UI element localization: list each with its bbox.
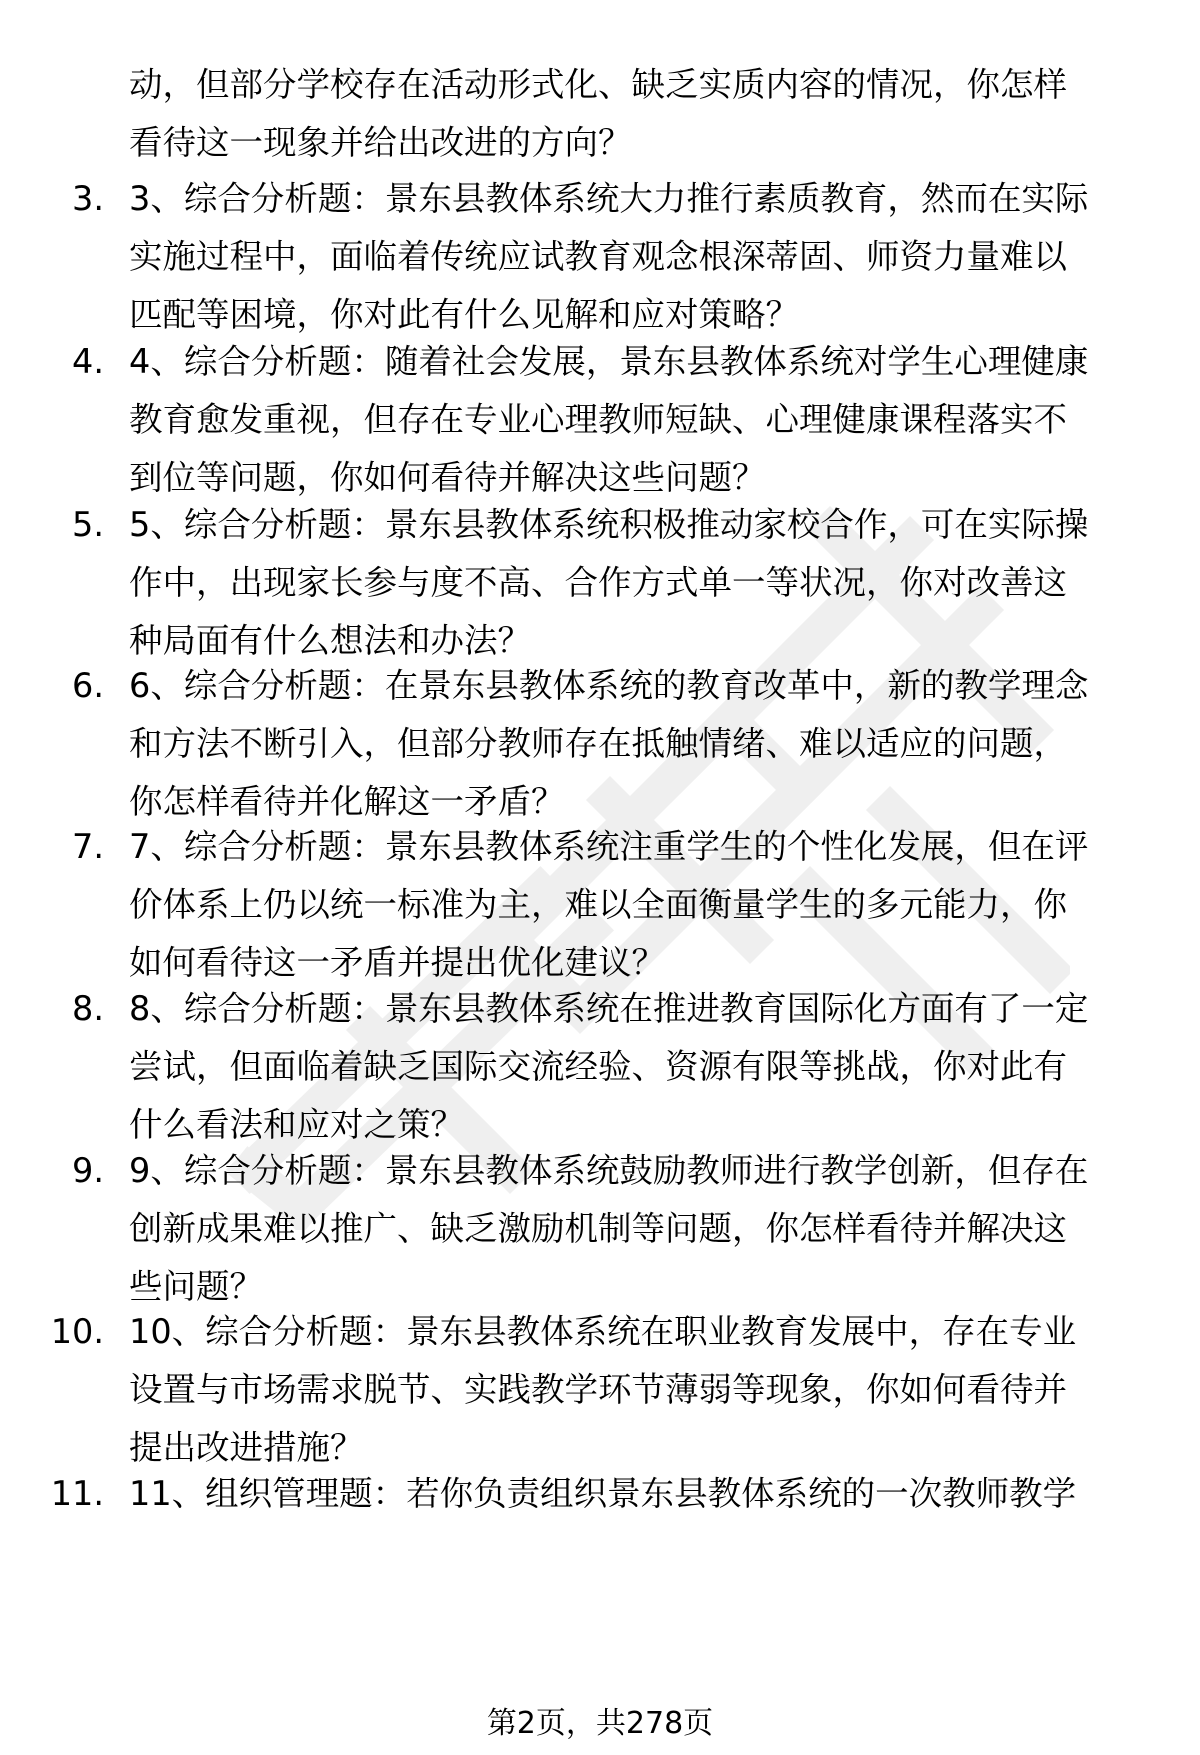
item-text: 6、综合分析题：在景东县教体系统的教育改革中，新的教学理念 和方法不断引入，但部分教师存在抵触情绪、难以适应的问题， 你怎样看待并化解这一矛盾？ (129, 666, 1089, 821)
item-text: 5、综合分析题：景东县教体系统积极推动家校合作，可在实际操 作中，出现家长参与度不高、合作方式单一等状况，你对改善这 种局面有什么想法和办法？ (129, 505, 1089, 660)
item-text: 10、综合分析题：景东县教体系统在职业教育发展中，存在专业 设置与市场需求脱节、实践教学环节薄弱等现象，你如何看待并 提出改进措施？ (129, 1312, 1077, 1467)
item-number: 7. (72, 827, 104, 866)
item-number: 10. (50, 1312, 104, 1351)
item-number: 3. (72, 179, 104, 218)
item-text: 9、综合分析题：景东县教体系统鼓励教师进行教学创新，但存在 创新成果难以推广、缺乏激励机制等问题，你怎样看待并解决这 些问题？ (129, 1151, 1089, 1306)
item-number: 11. (50, 1474, 104, 1513)
item-text: 3、综合分析题：景东县教体系统大力推行素质教育，然而在实际 实施过程中，面临着传统应试教育观念根深蒂固、师资力量难以 匹配等困境，你对此有什么见解和应对策略？ (129, 179, 1089, 334)
item-text: 4、综合分析题：随着社会发展，景东县教体系统对学生心理健康 教育愈发重视，但存在专业心理教师短缺、心理健康课程落实不 到位等问题，你如何看待并解决这些问题？ (129, 342, 1089, 497)
item-text: 11、组织管理题：若你负责组织景东县教体系统的一次教师教学 (129, 1474, 1077, 1513)
item-number: 9. (72, 1151, 104, 1190)
item-number: 4. (72, 342, 104, 381)
item-text: 7、综合分析题：景东县教体系统注重学生的个性化发展，但在评 价体系上仍以统一标准为主，难以全面衡量学生的多元能力，你 如何看待这一矛盾并提出优化建议？ (129, 827, 1089, 982)
continuation-text: 动，但部分学校存在活动形式化、缺乏实质内容的情况，你怎样 看待这一现象并给出改进的方向？ (129, 65, 1067, 162)
item-number: 8. (72, 989, 104, 1028)
item-number: 5. (72, 505, 104, 544)
item-text: 8、综合分析题：景东县教体系统在推进教育国际化方面有了一定 尝试，但面临着缺乏国际交流经验、资源有限等挑战，你对此有 什么看法和应对之策？ (129, 989, 1089, 1144)
item-number: 6. (72, 666, 104, 705)
page-indicator: 第2页，共278页 (486, 1706, 714, 1741)
